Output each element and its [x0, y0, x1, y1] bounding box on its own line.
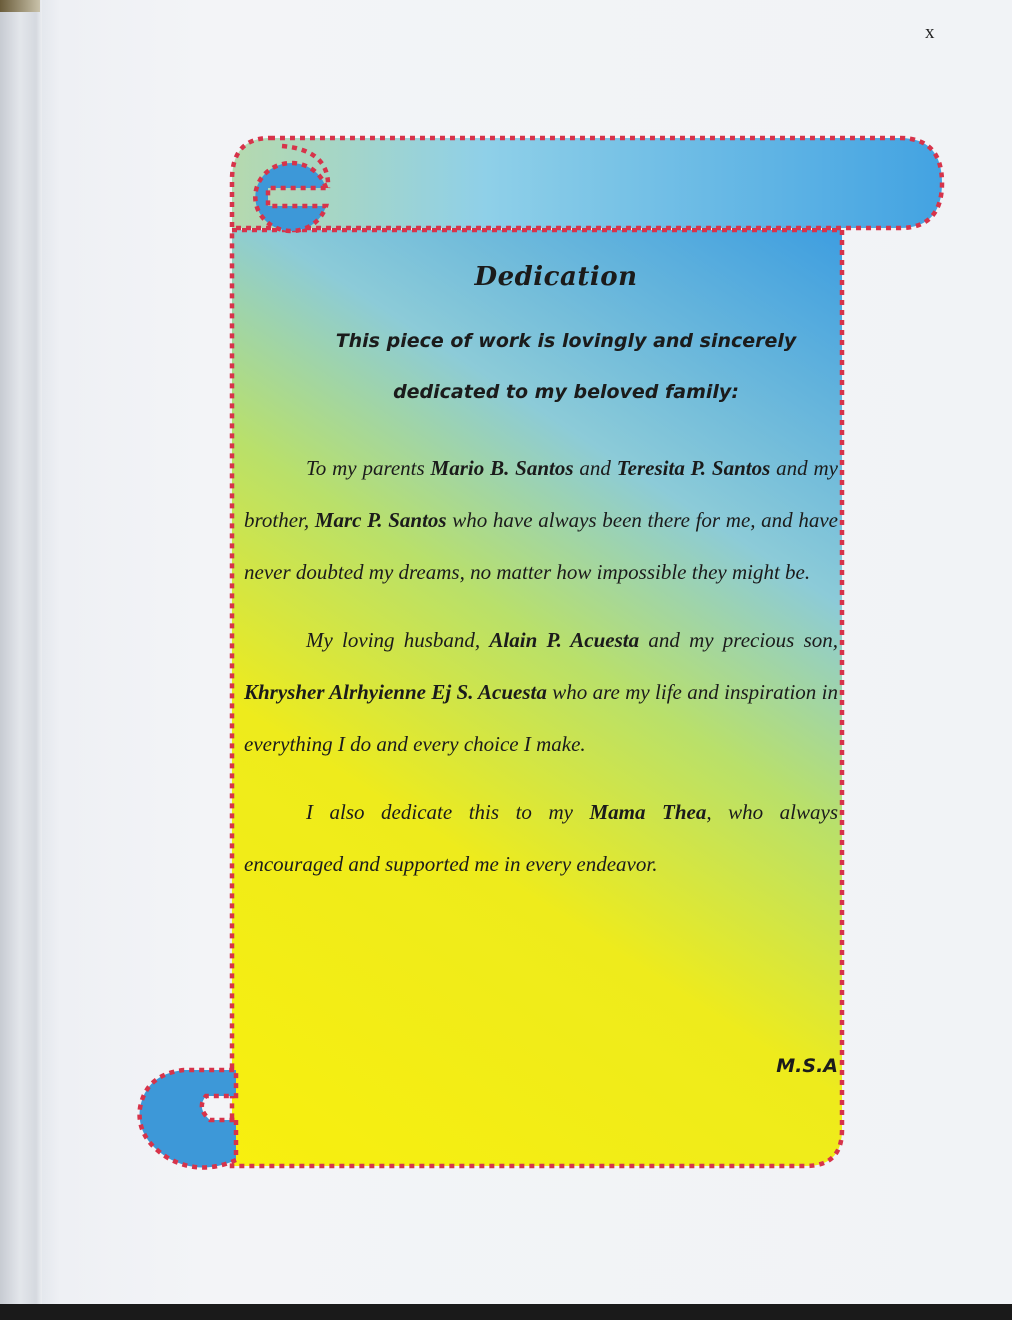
signature-initials: M.S.A [776, 1055, 838, 1077]
dedication-paragraph-mama-thea: I also dedicate this to my Mama Thea, who always encouraged and supported me in every endeavor. [244, 800, 839, 876]
intro-line-1: This piece of work is lovingly and sincerely [335, 330, 797, 352]
intro [244, 316, 838, 418]
intro-line-2: dedicated to my beloved family: [393, 381, 739, 403]
page-title: Dedication [474, 262, 638, 292]
page-number: x [925, 22, 935, 43]
dedication-content [244, 262, 838, 890]
scroll-bottom-curl [140, 1070, 236, 1168]
dedication-paragraph-husband-son: My loving husband, Alain P. Acuesta and my precious son, Khrysher Alrhyienne Ej S. Acuesta who are my life and inspiration in everything I do and every choice I make. [244, 628, 838, 756]
scroll-top-roll [232, 138, 942, 228]
dedication-paragraph-parents: To my parents Mario B. Santos and Teresita P. Santos and my brother, Marc P. Santos who have always been there for me, and have never doubted my dreams, no matter how impossible they might be. [244, 456, 838, 584]
